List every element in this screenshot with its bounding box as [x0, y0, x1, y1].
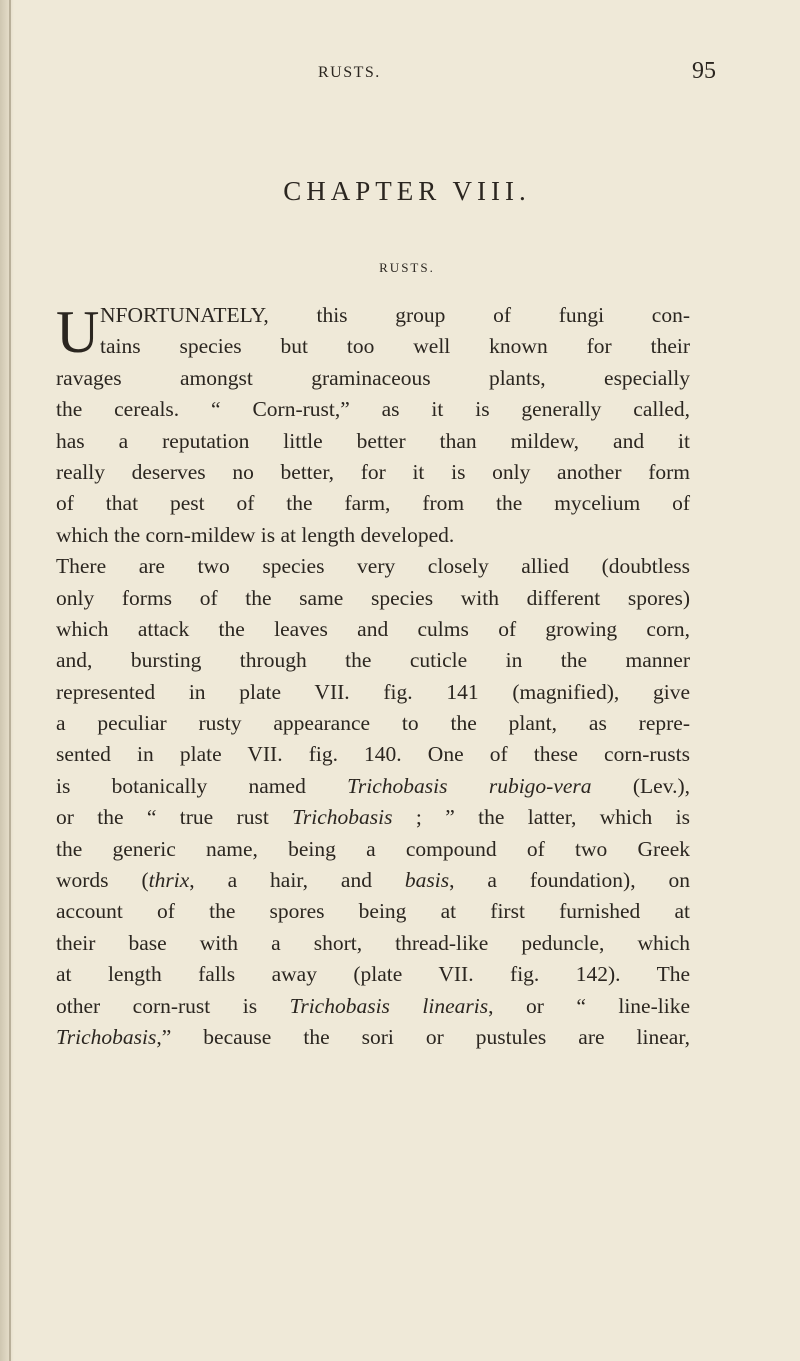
text-segment: is botanically named: [56, 773, 348, 798]
text-segment: tains species but too well known for their: [100, 334, 690, 359]
text-segment: account of the spores being at first furnished at: [56, 899, 690, 924]
chapter-heading: CHAPTER VIII.: [283, 176, 531, 206]
text-line: [56, 739, 690, 770]
text-line: [56, 300, 690, 331]
text-segment: other corn-rust is: [56, 993, 290, 1018]
running-title: RUSTS.: [318, 64, 381, 81]
page-number: 95: [692, 58, 716, 84]
text-segment: , or “ line-like: [488, 993, 691, 1018]
text-segment: sented in plate VII. fig. 140. One of these corn-rusts: [56, 742, 690, 767]
text-segment: the cereals. “ Corn-rust,” as it is generally called,: [56, 397, 690, 422]
text-segment: or the “ true rust: [56, 805, 293, 830]
text-segment: (Lev.),: [591, 773, 690, 798]
text-line: [56, 394, 690, 425]
text-segment: of that pest of the farm, from the mycelium of: [56, 491, 690, 516]
text-line: [56, 896, 690, 927]
text-line: [56, 363, 690, 394]
text-line: [56, 426, 690, 457]
text-line: [56, 677, 690, 708]
text-segment: their base with a short, thread-like peduncle, which: [56, 930, 690, 955]
body-text: [56, 300, 690, 1053]
text-line: [56, 708, 690, 739]
text-line: [56, 614, 690, 645]
section-heading: RUSTS.: [379, 260, 435, 275]
text-line: [56, 802, 690, 833]
text-line: [56, 457, 690, 488]
text-line: [56, 520, 690, 551]
text-segment: words (: [56, 868, 149, 893]
text-line: [56, 834, 690, 865]
text-segment: has a reputation little better than mildew, and it: [56, 428, 690, 453]
text-segment: and, bursting through the cuticle in the manner: [56, 648, 690, 673]
text-segment: the generic name, being a compound of two Greek: [56, 836, 690, 861]
text-segment: really deserves no better, for it is only another form: [56, 459, 690, 484]
italic-term: Trichobasis linearis: [289, 993, 489, 1018]
running-header: [0, 60, 800, 90]
text-segment: , a hair, and: [189, 868, 405, 893]
italic-term: Trichobasis: [292, 805, 393, 830]
text-line: [56, 488, 690, 519]
text-segment: which the corn-mildew is at length developed.: [56, 522, 455, 547]
text-line: [56, 865, 690, 896]
text-line: [56, 583, 690, 614]
italic-term: Trichobasis rubigo-vera: [347, 773, 592, 798]
text-segment: represented in plate VII. fig. 141 (magnified), give: [56, 679, 690, 704]
text-segment: at length falls away (plate VII. fig. 142). The: [56, 962, 690, 987]
text-segment: ravages amongst graminaceous plants, especially: [56, 365, 690, 390]
text-line: [56, 959, 690, 990]
text-segment: NFORTUNATELY, this group of fungi con-: [100, 303, 690, 327]
drop-cap: U: [56, 299, 100, 365]
text-line: [56, 771, 690, 802]
text-line: [56, 551, 690, 582]
text-segment: a peculiar rusty appearance to the plant, as repre-: [56, 711, 690, 736]
text-line: [56, 1022, 690, 1053]
italic-term: thrix: [148, 868, 190, 893]
text-segment: which attack the leaves and culms of growing corn,: [56, 616, 690, 641]
italic-term: Trichobasis: [56, 1024, 157, 1049]
text-line: [56, 928, 690, 959]
text-segment: There are two species very closely allied (doubtless: [56, 554, 690, 579]
text-line: [56, 991, 690, 1022]
text-line: [56, 645, 690, 676]
text-segment: ; ” the latter, which is: [392, 805, 690, 830]
text-segment: ,” because the sori or pustules are linear,: [156, 1024, 690, 1049]
text-segment: only forms of the same species with different spores): [56, 585, 690, 610]
text-line: [56, 331, 690, 362]
italic-term: basis: [404, 868, 450, 893]
text-segment: , a foundation), on: [449, 868, 690, 893]
